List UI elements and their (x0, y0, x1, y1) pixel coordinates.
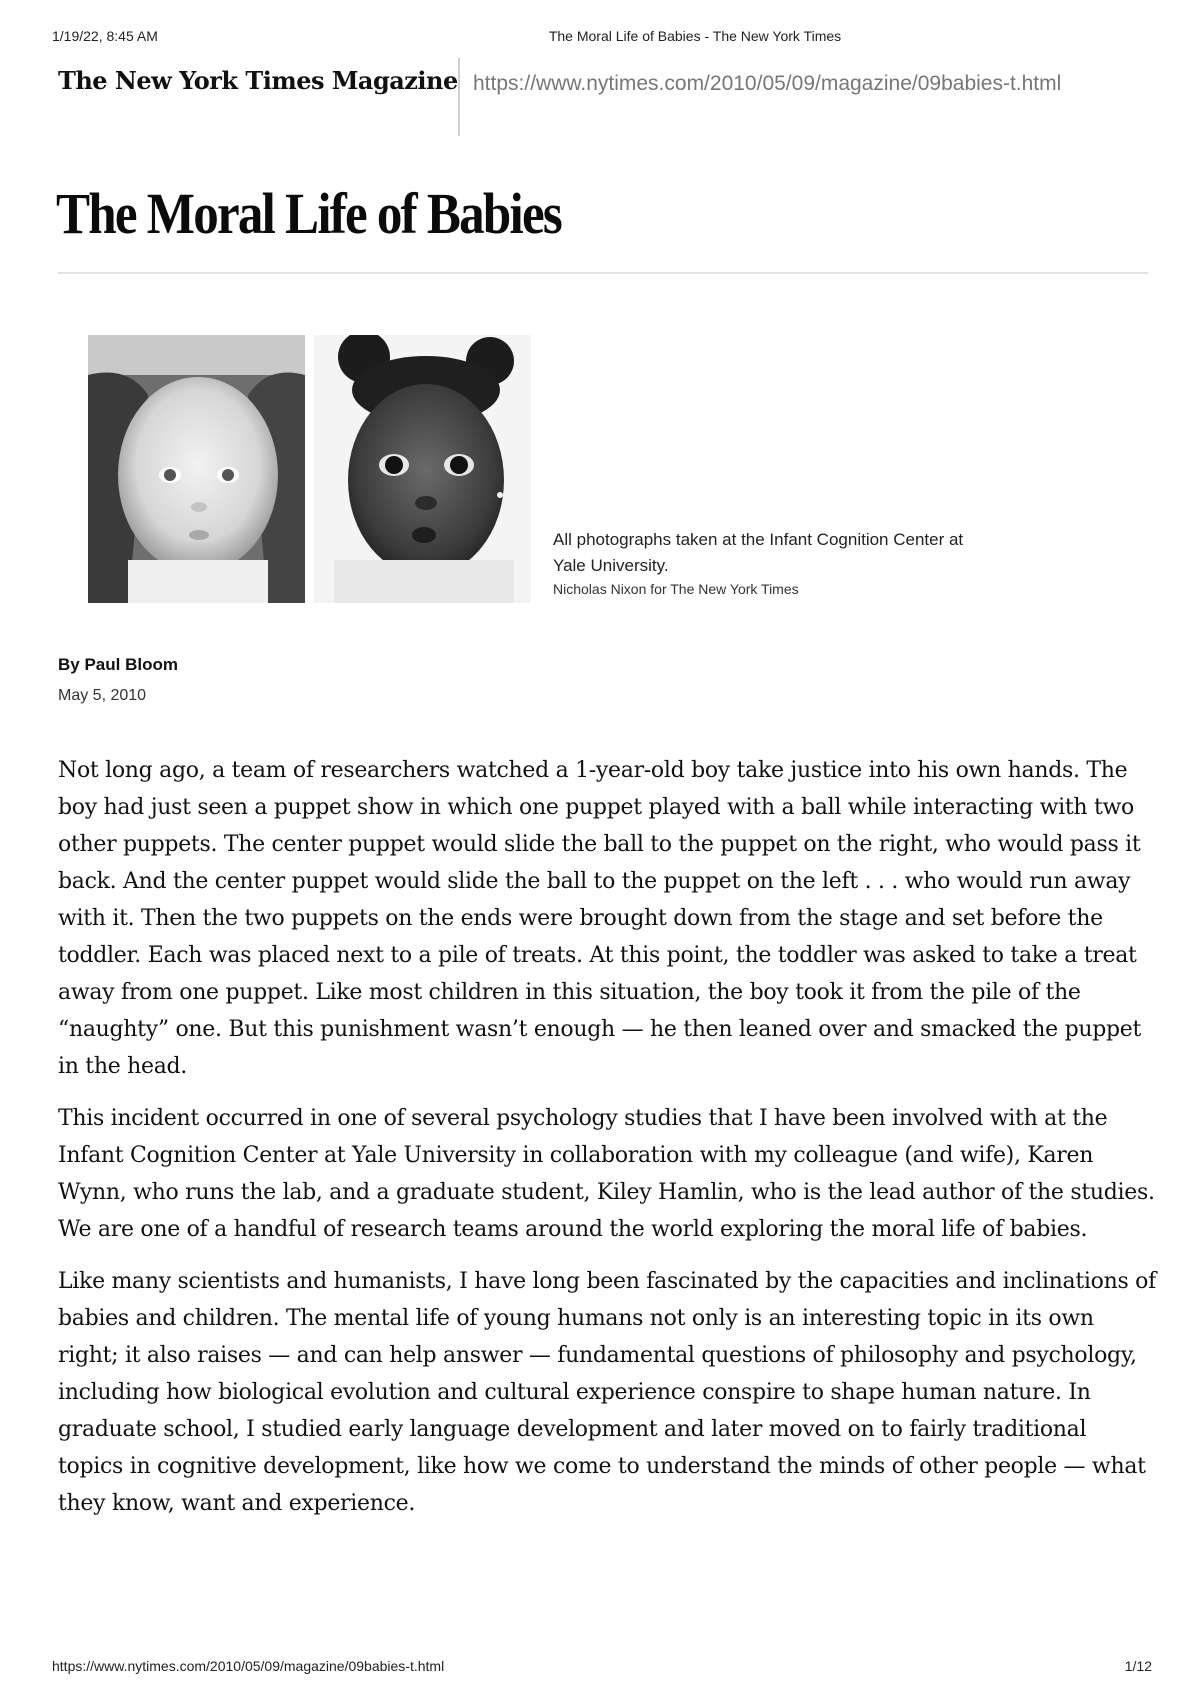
photo-caption (553, 527, 993, 597)
baby-photo-2 (314, 335, 531, 603)
paragraph-2: This incident occurred in one of several psychology studies that I have been involved with at the Infant Cognition Center at Yale University in collaboration with my colleague (and wife), Karen Wynn, who runs the lab, and a graduate student, Kiley Hamlin, who is the lead author of the studies. We are one of a handful of research teams around the world exploring the moral life of babies. (58, 1106, 1155, 1242)
baby-photo-1 (88, 335, 305, 603)
article-headline: The Moral Life of Babies (56, 181, 561, 246)
nyt-magazine-logo[interactable]: The New York Times Magazine (58, 66, 458, 95)
print-header (0, 28, 1200, 48)
masthead (58, 58, 1158, 138)
headline-divider (58, 272, 1148, 274)
article-url[interactable]: https://www.nytimes.com/2010/05/09/magazine/09babies-t.html (473, 72, 1062, 95)
print-datetime: 1/19/22, 8:45 AM (52, 28, 158, 44)
paragraph-1: Not long ago, a team of researchers watched a 1-year-old boy take justice into his own hands. The boy had just seen a puppet show in which one puppet played with a ball while interacting with two other puppets. The center puppet would slide the ball to the puppet on the right, who would pass it back. And the center puppet would slide the ball to the puppet on the left . . . who would run away with it. Then the two puppets on the ends were brought down from the stage and set before the toddler. Each was placed next to a pile of treats. At this point, the toddler was asked to take a treat away from one puppet. Like most children in this situation, the boy took it from the pile of the “naughty” one. But this punishment wasn’t enough — he then leaned over and smacked the puppet in the head. (58, 758, 1142, 1079)
publish-date: May 5, 2010 (58, 687, 147, 704)
page-number: 1/12 (1124, 1658, 1152, 1674)
byline[interactable]: By Paul Bloom (58, 655, 178, 674)
photo-credit: Nicholas Nixon for The New York Times (553, 581, 799, 597)
footer-url: https://www.nytimes.com/2010/05/09/magazine/09babies-t.html (52, 1658, 445, 1674)
masthead-divider (458, 58, 460, 136)
caption-text: All photographs taken at the Infant Cognition Center at Yale University. (553, 530, 964, 575)
paragraph-3: Like many scientists and humanists, I have long been fascinated by the capacities and inclinations of babies and children. The mental life of young humans not only is an interesting topic in its own right; it also raises — and can help answer — fundamental questions of philosophy and psychology, including how biological evolution and cultural experience conspire to shape human nature. In graduate school, I studied early language development and later moved on to fairly traditional topics in cognitive development, like how we come to understand the minds of other people — what they know, want and experience. (58, 1269, 1156, 1516)
article-body (58, 752, 1156, 1537)
print-title: The Moral Life of Babies - The New York Times (548, 28, 842, 44)
